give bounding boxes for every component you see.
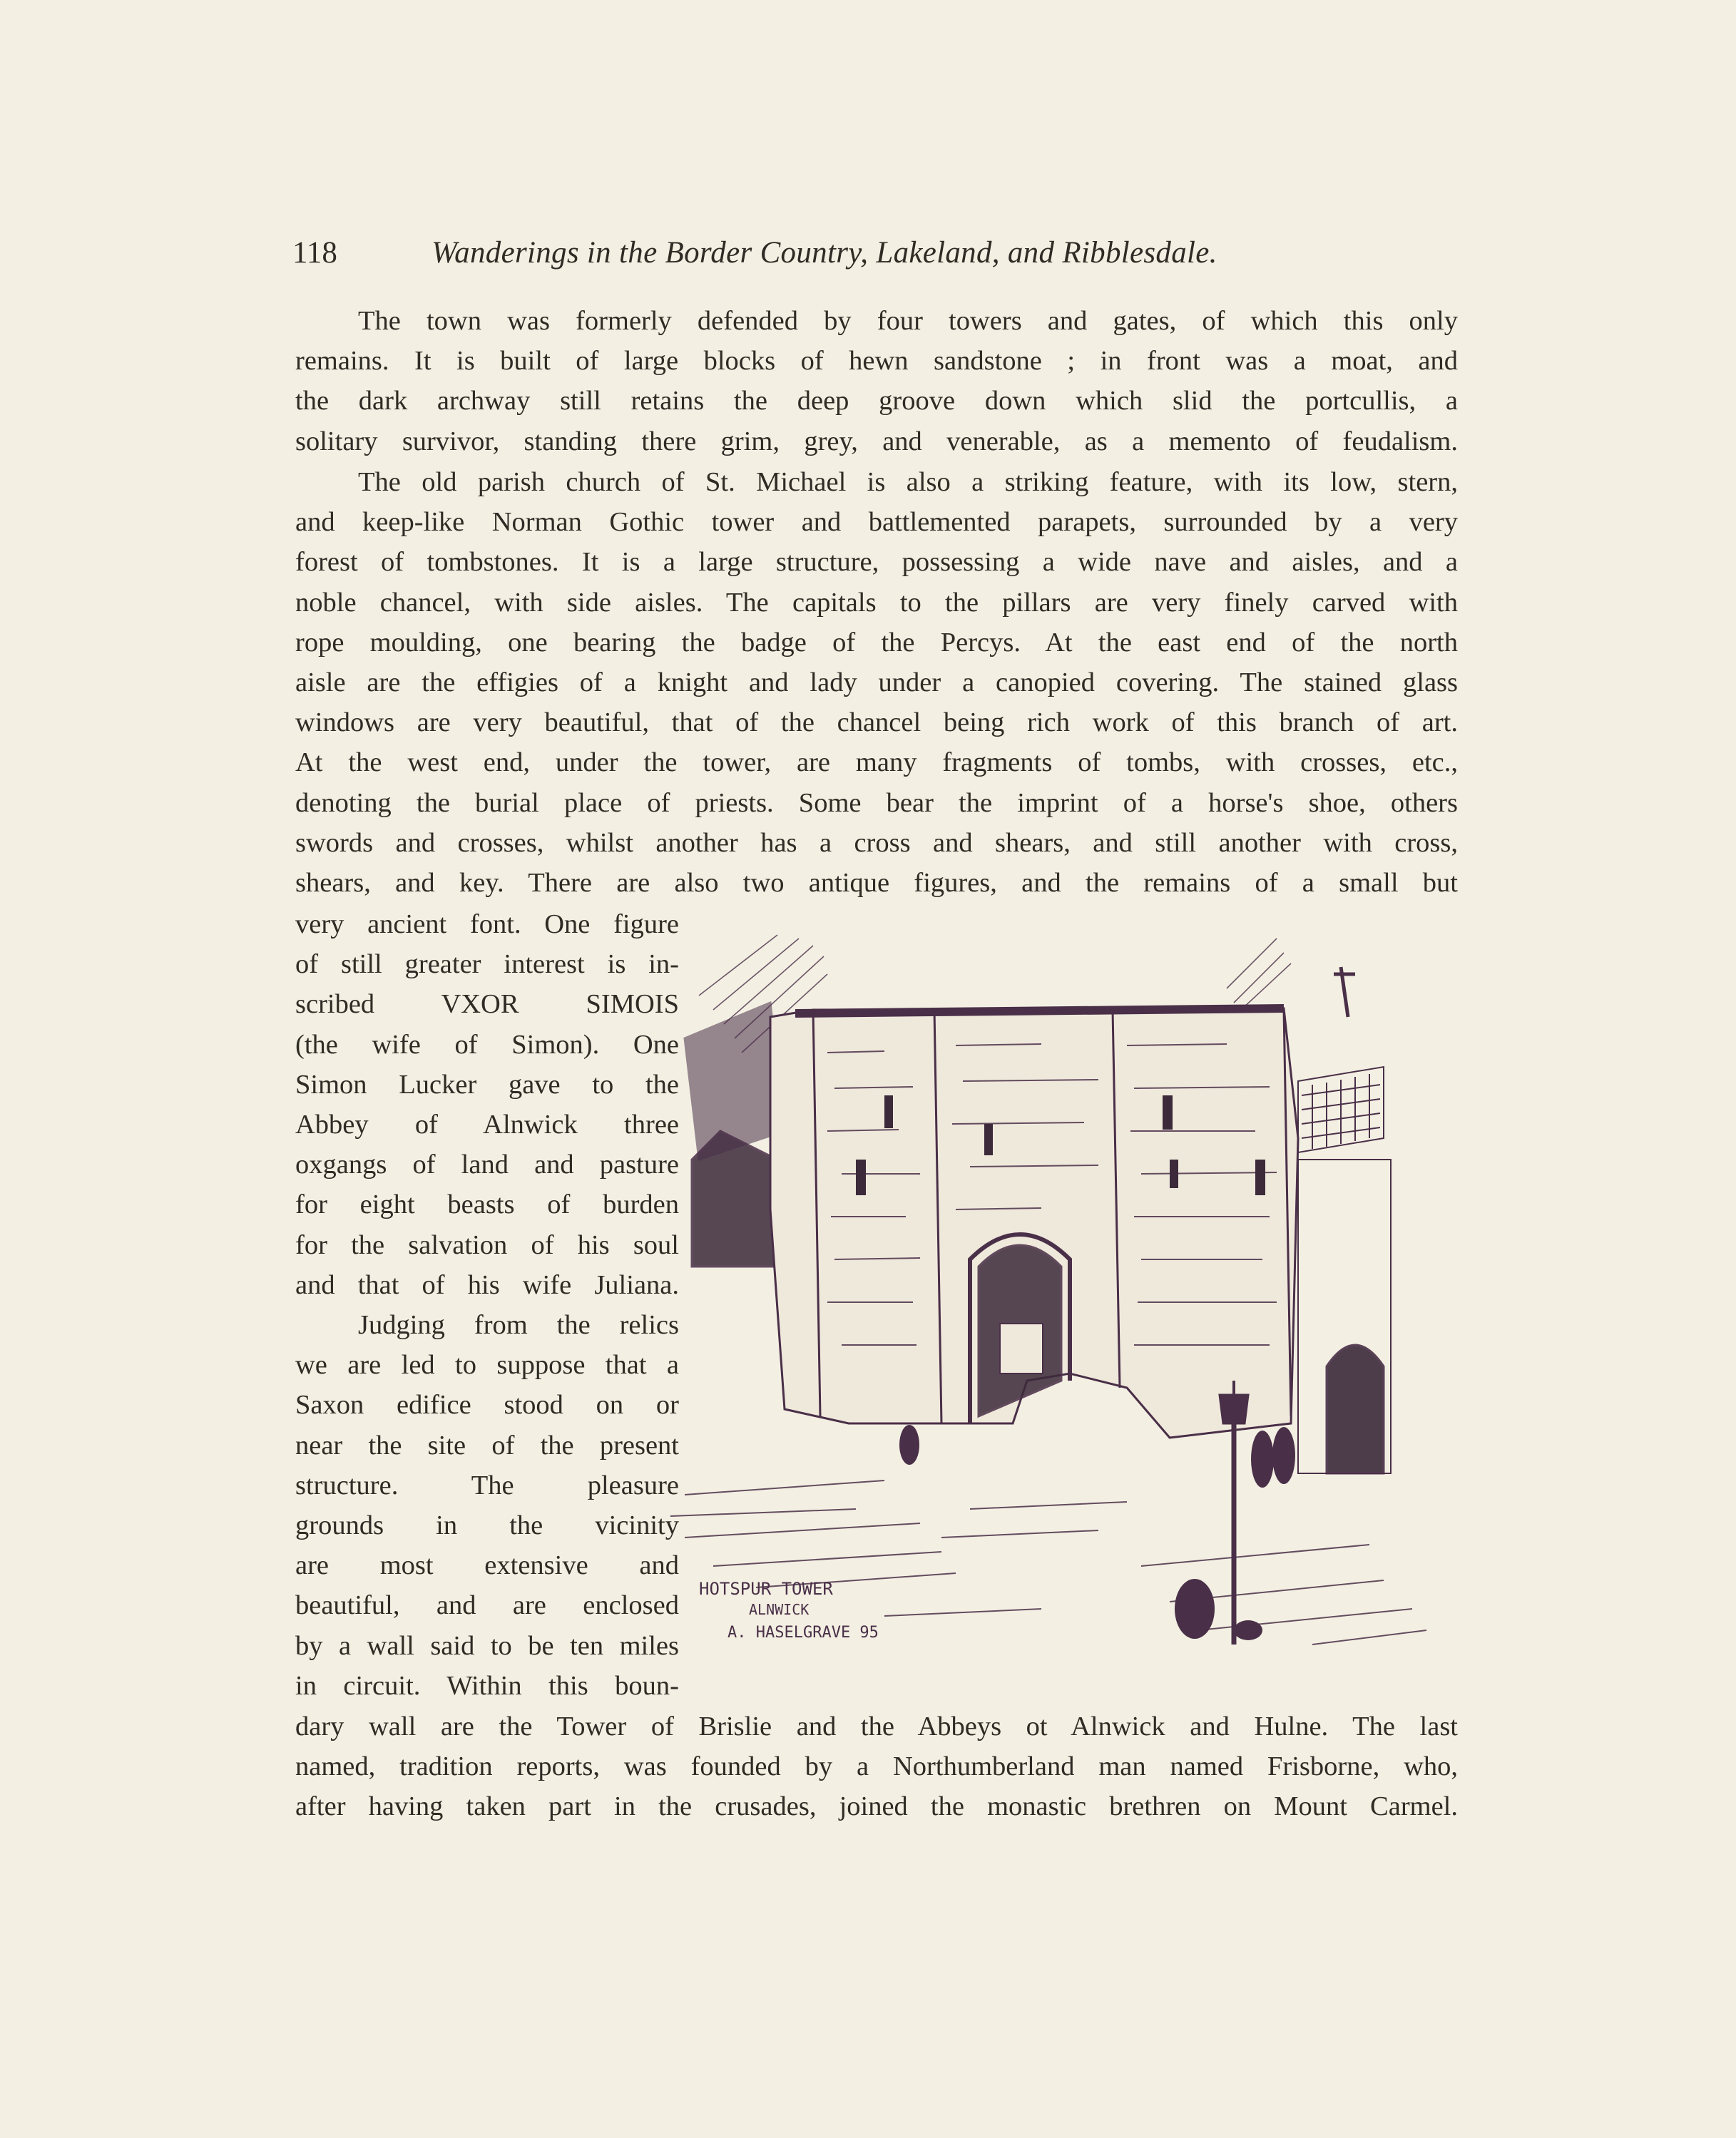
text-line: structure. The pleasure [295,1470,679,1500]
tower-body [770,1008,1298,1438]
text-line: we are led to suppose that a [295,1350,679,1381]
text-line: very ancient font. One figure [295,909,679,939]
lamp-post [1220,1381,1248,1645]
text-line: oxgangs of land and pasture [295,1150,679,1180]
text-line: of still greater interest is in- [295,949,679,980]
text-line: and keep-like Norman Gothic tower and battlemented parapets, surrounded by a very [295,507,1458,538]
text-line: grounds in the vicinity [295,1510,679,1541]
paragraph-parish-church [295,462,1458,903]
text-line: for eight beasts of burden [295,1190,679,1220]
running-title: Wanderings in the Border Country, Lakeland, and Ribblesdale. [432,236,1217,270]
text-line: At the west end, under the tower, are many fragments of tombs, with crosses, etc., [295,747,1458,778]
wrapped-text-column [295,904,679,1706]
text-line: the dark archway still retains the deep groove down which slid the portcullis, a [295,386,1458,416]
text-line: in circuit. Within this boun- [295,1670,679,1701]
text-line: after having taken part in the crusades, joined the monastic brethren on Mount Carmel. [295,1791,1458,1822]
illustration-caption: HOTSPUR TOWER [699,1579,833,1599]
text-line: rope moulding, one bearing the badge of the Percys. At the east end of the north [295,627,1458,658]
text-line: Saxon edifice stood on or [295,1390,679,1421]
text-line: swords and crosses, whilst another has a cross and shears, and still another with cross, [295,827,1458,858]
text-line: for the salvation of his soul [295,1229,679,1260]
artist-signature: A. HASELGRAVE 95 [727,1624,879,1642]
text-line: The old parish church of St. Michael is also a striking feature, with its low, stern, [358,467,1458,497]
text-line: forest of tombstones. It is a large structure, possessing a wide nave and aisles, and a [295,547,1458,578]
text-line: solitary survivor, standing there grim, grey, and venerable, as a memento of feudalism. [295,426,1458,456]
text-line: and that of his wife Juliana. [295,1269,679,1300]
text-line: Judging from the relics [358,1310,679,1341]
hotspur-tower-illustration [670,924,1461,1673]
text-line: aisle are the effigies of a knight and lady under a canopied covering. The stained glass [295,668,1458,698]
text-line: by a wall said to be ten miles [295,1630,679,1661]
paragraph-boundary-wall [295,1707,1458,1827]
text-line: are most extensive and [295,1550,679,1581]
text-line: noble chancel, with side aisles. The capitals to the pillars are very finely carved with [295,587,1458,618]
text-line: beautiful, and are enclosed [295,1590,679,1621]
text-line: remains. It is built of large blocks of hewn sandstone ; in front was a moat, and [295,346,1458,377]
text-line: named, tradition reports, was founded by a Northumberland man named Frisborne, who, [295,1751,1458,1782]
paragraph-town-gate [295,301,1458,461]
text-line: Abbey of Alnwick three [295,1110,679,1140]
text-line: windows are very beautiful, that of the chancel being rich work of this branch of art. [295,707,1458,738]
text-line: scribed VXOR SIMOIS [295,989,679,1020]
text-line: shears, and key. There are also two antique figures, and the remains of a small but [295,868,1458,899]
text-line: dary wall are the Tower of Brislie and the Abbeys ot Alnwick and Hulne. The last [295,1712,1458,1741]
right-buildings [1298,967,1391,1473]
illustration-caption-place: ALNWICK [749,1601,810,1618]
text-line: denoting the burial place of priests. Some bear the imprint of a horse's shoe, others [295,787,1458,818]
text-line: Simon Lucker gave to the [295,1069,679,1100]
text-line: The town was formerly defended by four towers and gates, of which this only [358,306,1458,336]
ground-hatching [670,1480,1426,1645]
page-number: 118 [292,236,337,270]
text-line: near the site of the present [295,1430,679,1461]
text-line: (the wife of Simon). One [295,1029,679,1060]
